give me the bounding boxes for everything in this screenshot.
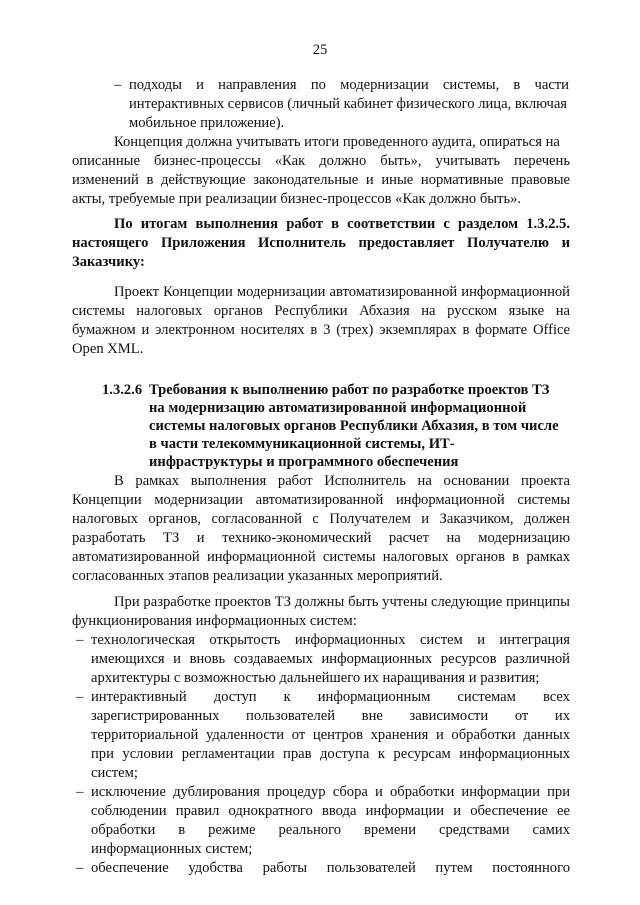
list-item-line: систем; <box>91 765 138 781</box>
text-line: Концепция должна учитывать итоги проведенного аудита, опираться на <box>114 134 560 150</box>
list-item-line: обработки в режиме реального времени средствами самих <box>91 822 570 838</box>
text-line: описанные бизнес-процессы «Как должно быть», учитывать перечень <box>72 153 570 169</box>
page-number: 25 <box>312 42 328 58</box>
results-heading-line: Заказчику: <box>72 254 145 270</box>
list-item-line: соблюдении правил однократного ввода информации и обеспечение ее <box>91 803 570 819</box>
text-line: системы налоговых органов Республики Абхазия на русском языке на <box>72 303 570 319</box>
section-title-line: Требования к выполнению работ по разработке проектов ТЗ <box>149 382 550 398</box>
text-line: согласованных этапов реализации указанных мероприятий. <box>72 568 443 584</box>
list-item-line: зарегистрированных пользователей вне зависимости от их <box>91 708 570 724</box>
list-item-line: территориальной удаленности от центров хранения и обработки данных <box>91 727 570 743</box>
results-heading-line: настоящего Приложения Исполнитель предоставляет Получателю и <box>72 235 570 251</box>
text-line: подходы и направления по модернизации системы, в части <box>129 77 569 93</box>
text-line: бумажном и электронном носителях в 3 (трех) экземплярах в формате Office <box>72 322 570 338</box>
list-item-line: технологическая открытость информационных систем и интеграция <box>91 632 570 648</box>
bullet-dash: – <box>114 77 122 93</box>
list-item-line: исключение дублирования процедур сбора и обработки информации при <box>91 784 570 800</box>
text-line: В рамках выполнения работ Исполнитель на основании проекта <box>114 473 570 489</box>
text-line: разработать ТЗ и технико-экономический расчет на модернизацию <box>72 530 570 546</box>
section-title-line: системы налоговых органов Республики Абхазия, в том числе <box>149 418 559 434</box>
bullet-dash: – <box>76 784 84 800</box>
text-line: автоматизированной информационной системы налоговых органов в рамках <box>72 549 570 565</box>
list-item-line: имеющихся и вновь создаваемых информационных ресурсов различной <box>91 651 570 667</box>
text-line: мобильное приложение). <box>129 115 285 131</box>
text-line: акты, требуемые при реализации бизнес-процессов «Как должно быть». <box>72 191 522 207</box>
list-item-line: при условии регламентации прав доступа к ресурсам информационных <box>91 746 570 762</box>
text-line: Концепции модернизации автоматизированной информационной системы <box>72 492 570 508</box>
text-line: изменений в действующие законодательные и иные нормативные правовые <box>72 172 570 188</box>
section-number: 1.3.2.6 <box>102 382 143 398</box>
list-item-line: обеспечение удобства работы пользователей путем постоянного <box>91 860 570 876</box>
text-line: При разработке проектов ТЗ должны быть учтены следующие принципы <box>114 594 570 610</box>
section-title-line: инфраструктуры и программного обеспечения <box>149 454 459 470</box>
list-item-line: интерактивный доступ к информационным системам всех <box>91 689 570 705</box>
text-line: Проект Концепции модернизации автоматизированной информационной <box>114 284 570 300</box>
results-heading-line: По итогам выполнения работ в соответствии с разделом 1.3.2.5. <box>114 216 570 232</box>
bullet-dash: – <box>76 689 84 705</box>
text-line: налоговых органов, согласованной с Получателем и Заказчиком, должен <box>72 511 570 527</box>
section-title-line: в части телекоммуникационной системы, ИТ- <box>149 436 455 452</box>
bullet-dash: – <box>76 632 84 648</box>
list-item-line: информационных систем; <box>91 841 253 857</box>
text-line: интерактивных сервисов (личный кабинет физического лица, включая <box>129 96 568 112</box>
text-line: Open XML. <box>72 341 144 357</box>
list-item-line: архитектуры с возможностью дальнейшего их наращивания и развития; <box>91 670 540 686</box>
bullet-dash: – <box>76 860 84 876</box>
text-line: функционирования информационных систем: <box>72 613 357 629</box>
section-title-line: на модернизацию автоматизированной информационной <box>149 400 527 416</box>
